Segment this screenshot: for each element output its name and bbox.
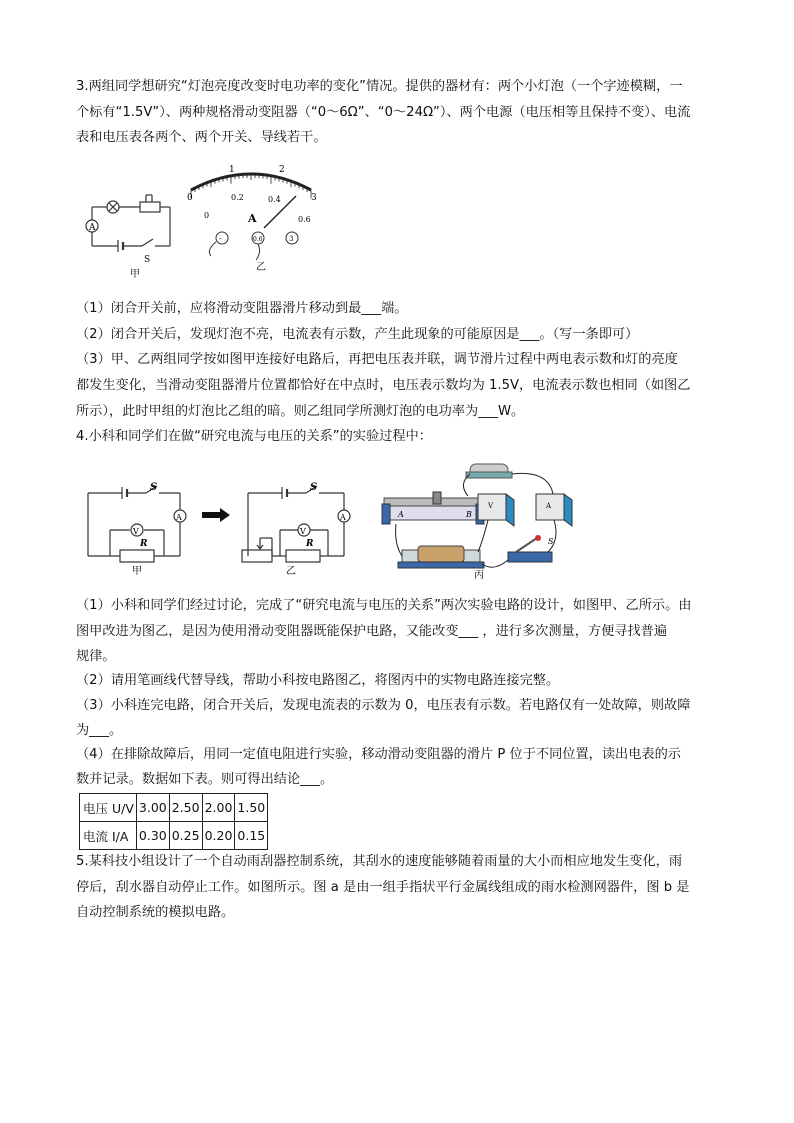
svg-text:3: 3	[289, 235, 294, 243]
data-table	[79, 793, 268, 850]
svg-text:2: 2	[279, 165, 285, 175]
table-row	[80, 794, 268, 822]
svg-text:丙: 丙	[474, 570, 484, 581]
table-cell: 2.50	[169, 794, 202, 822]
q5-text-line-2: 停后，刮水器自动停止工作。如图所示。图 a 是由一组手指状平行金属线组成的雨水检测网器件，图 b 是	[76, 880, 690, 895]
table-cell: 3.00	[136, 794, 169, 822]
q4-physical-setup-bing	[378, 460, 583, 582]
svg-text:0: 0	[204, 211, 210, 220]
switch-symbol	[142, 239, 153, 246]
svg-text:-: -	[219, 234, 222, 243]
table-cell: 1.50	[235, 794, 268, 822]
table-cell: 0.15	[235, 822, 268, 850]
svg-text:R: R	[140, 539, 148, 549]
svg-text:V: V	[133, 527, 139, 536]
svg-text:0.6: 0.6	[298, 215, 311, 224]
svg-text:V: V	[488, 502, 494, 510]
svg-text:3: 3	[311, 193, 317, 203]
svg-text:甲: 甲	[132, 566, 142, 577]
svg-text:V: V	[300, 527, 306, 536]
svg-text:S: S	[150, 482, 158, 493]
q4-part-1-line-1: （1）小科和同学们经过讨论，完成了“研究电流与电压的关系”两次实验电路的设计，如图甲、乙所示。由	[76, 598, 692, 613]
q3-circuit-diagram-jia	[80, 180, 180, 280]
table-row-header: 电流 I/A	[80, 822, 137, 850]
q4-part-1-line-3: 规律。	[76, 649, 116, 664]
q4-part-4-line-2: 数并记录。数据如下表。则可得出结论___。	[76, 772, 334, 787]
q3-text-line-1: 3.两组同学想研究“灯泡亮度改变时电功率的变化”情况。提供的器材有：两个小灯泡（一个字迹模糊，一	[76, 79, 683, 94]
svg-text:甲: 甲	[130, 269, 140, 280]
table-row-header: 电压 U/V	[80, 794, 137, 822]
svg-text:A: A	[89, 223, 96, 233]
svg-text:乙: 乙	[286, 566, 296, 577]
svg-text:A: A	[546, 502, 552, 510]
q3-part-3-line-2: 都发生变化，当滑动变阻器滑片位置都恰好在中点时，电压表示数均为 1.5V，电流表示数也相同（如图乙	[76, 378, 691, 393]
q4-part-4-line-1: （4）在排除故障后，用同一定值电阻进行实验，移动滑动变阻器的滑片 P 位于不同位置，读出电表的示	[76, 747, 681, 762]
q3-part-3-line-1: （3）甲、乙两组同学按如图甲连接好电路后，再把电压表并联，调节滑片过程中两电表示数和灯的亮度	[76, 352, 678, 367]
q4-circuit-diagram-yi	[240, 478, 355, 578]
q3-part-1: （1）闭合开关前，应将滑动变阻器滑片移动到最___端。	[76, 301, 408, 316]
svg-text:A: A	[176, 513, 182, 522]
q4-part-2: （2）请用笔画线代替导线，帮助小科按电路图乙，将图丙中的实物电路连接完整。	[76, 673, 560, 688]
q4-part-3-line-2: 为___。	[76, 723, 123, 738]
svg-text:A: A	[248, 212, 257, 225]
svg-text:0.4: 0.4	[268, 195, 281, 204]
arrow-right-icon	[202, 508, 232, 522]
table-row	[80, 822, 268, 850]
svg-text:A: A	[398, 510, 404, 519]
svg-text:S: S	[144, 255, 151, 265]
table-cell: 2.00	[202, 794, 235, 822]
table-cell: 0.20	[202, 822, 235, 850]
svg-text:S: S	[310, 482, 318, 493]
q5-text-line-1: 5.某科技小组设计了一个自动雨刮器控制系统，其刮水的速度能够随着雨量的大小而相应地发生变化，雨	[76, 854, 683, 869]
q4-text-line-1: 4.小科和同学们在做“研究电流与电压的关系”的实验过程中：	[76, 429, 432, 444]
q3-text-line-3: 表和电压表各两个、两个开关、导线若干。	[76, 130, 327, 145]
q3-text-line-2: 个标有“1.5V”）、两种规格滑动变阻器（“0～6Ω”、“0～24Ω”）、两个电源（电压相等且保持不变）、电流	[76, 105, 691, 120]
q4-part-3-line-1: （3）小科连完电路，闭合开关后，发现电流表的示数为 0，电压表有示数。若电路仅有一处故障，则故障	[76, 698, 691, 713]
rheostat-symbol	[140, 202, 160, 212]
table-cell: 0.30	[136, 822, 169, 850]
svg-text:0.2: 0.2	[231, 193, 244, 202]
svg-text:A: A	[340, 513, 346, 522]
q4-circuit-diagram-jia	[80, 478, 195, 578]
svg-text:乙: 乙	[256, 262, 266, 272]
svg-text:1: 1	[229, 165, 235, 175]
q3-part-3-line-3: 所示），此时甲组的灯泡比乙组的暗。则乙组同学所测灯泡的电功率为___W。	[76, 404, 525, 419]
svg-text:0: 0	[187, 193, 193, 203]
q5-text-line-3: 自动控制系统的模拟电路。	[76, 905, 235, 920]
svg-text:S: S	[548, 537, 554, 546]
q3-ammeter-dial-yi	[176, 160, 326, 272]
svg-text:R: R	[306, 539, 314, 549]
q4-part-1-line-2: 图甲改进为图乙，是因为使用滑动变阻器既能保护电路，又能改变___ ，进行多次测量，方便寻找普遍	[76, 624, 668, 639]
q3-part-2: （2）闭合开关后，发现灯泡不亮，电流表有示数，产生此现象的可能原因是___。（写一条即可）	[76, 327, 639, 342]
svg-text:B: B	[466, 510, 472, 519]
table-cell: 0.25	[169, 822, 202, 850]
svg-text:0.6: 0.6	[253, 236, 263, 243]
